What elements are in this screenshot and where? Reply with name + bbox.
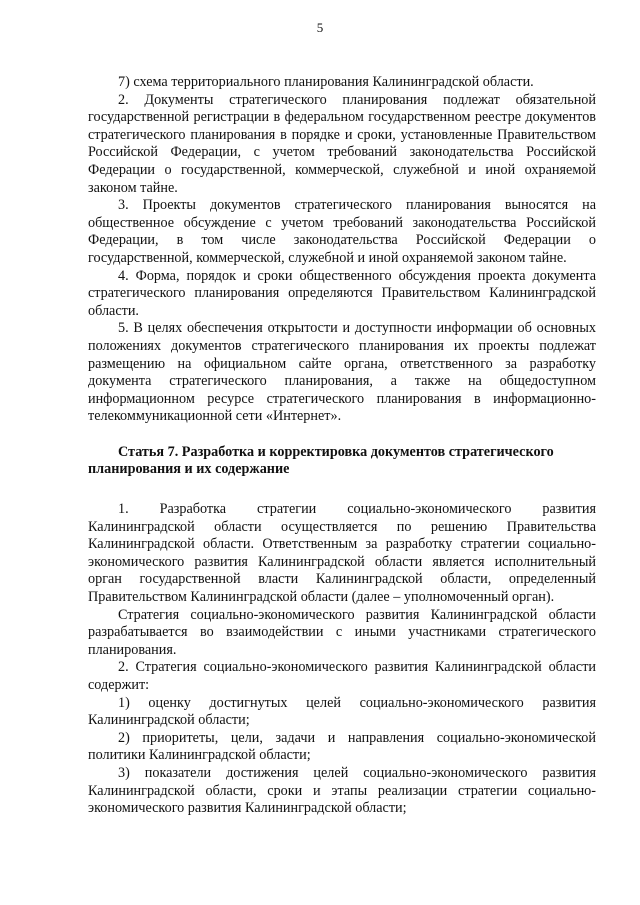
paragraph-registration: 2. Документы стратегического планирования подлежат обязательной государственной регистрации в федеральном государственном реестре документов стратегического планирования в порядке и сроки, установленные Правительством Российской Федерации, с учетом требований законодательства Российской Федерации о государственной, коммерческой, служебной и иной охраняемой законом тайне. (88, 91, 596, 196)
list-item-1: 1) оценку достигнутых целей социально-экономического развития Калининградской области; (88, 694, 596, 729)
document-body (88, 74, 596, 818)
paragraph-strategy-contents: 2. Стратегия социально-экономического развития Калининградской области содержит: (88, 659, 596, 693)
page-number: 5 (316, 20, 324, 35)
paragraph-strategy-interaction: Стратегия социально-экономического развития Калининградской области разрабатывается во взаимодействии с иными участниками стратегического планирования. (88, 606, 596, 658)
list-item-2: 2) приоритеты, цели, задачи и направления социально-экономической политики Калининградской области; (88, 729, 596, 764)
paragraph-item-7: 7) схема территориального планирования Калининградской области. (118, 74, 534, 90)
list-item-3: 3) показатели достижения целей социально-экономического развития Калининградской области, сроки и этапы реализации стратегии социально-экономического развития Калининградской области; (88, 764, 596, 817)
article-heading: Статья 7. Разработка и корректировка документов стратегического планирования и их содержание (88, 443, 554, 478)
paragraph-public-discussion: 3. Проекты документов стратегического планирования выносятся на общественное обсуждение с учетом требований законодательства Российской Федерации, в том числе законодательства Российской Федерации о государственной, коммерческой, служебной и иной охраняемой законом тайне. (88, 197, 596, 266)
paragraph-publication: 5. В целях обеспечения открытости и доступности информации об основных положениях документов стратегического планирования их проекты подлежат размещению на официальном сайте органа, ответственного за разработку документа стратегического планирования, а также на общедоступном информационном ресурсе стратегического планирования в информационно-телекоммуникационной сети «Интернет». (88, 320, 596, 425)
paragraph-discussion-form: 4. Форма, порядок и сроки общественного обсуждения проекта документа стратегического планирования определяются Правительством Калининградской области. (88, 267, 596, 319)
paragraph-strategy-development: 1. Разработка стратегии социально-экономического развития Калининградской области осуществляется по решению Правительства Калининградской области. Ответственным за разработку стратегии социально-экономического развития Калининградской области является исполнительный орган государственной власти Калининградской области, определенный Правительством Калининградской области (далее – уполномоченный орган). (88, 501, 596, 606)
